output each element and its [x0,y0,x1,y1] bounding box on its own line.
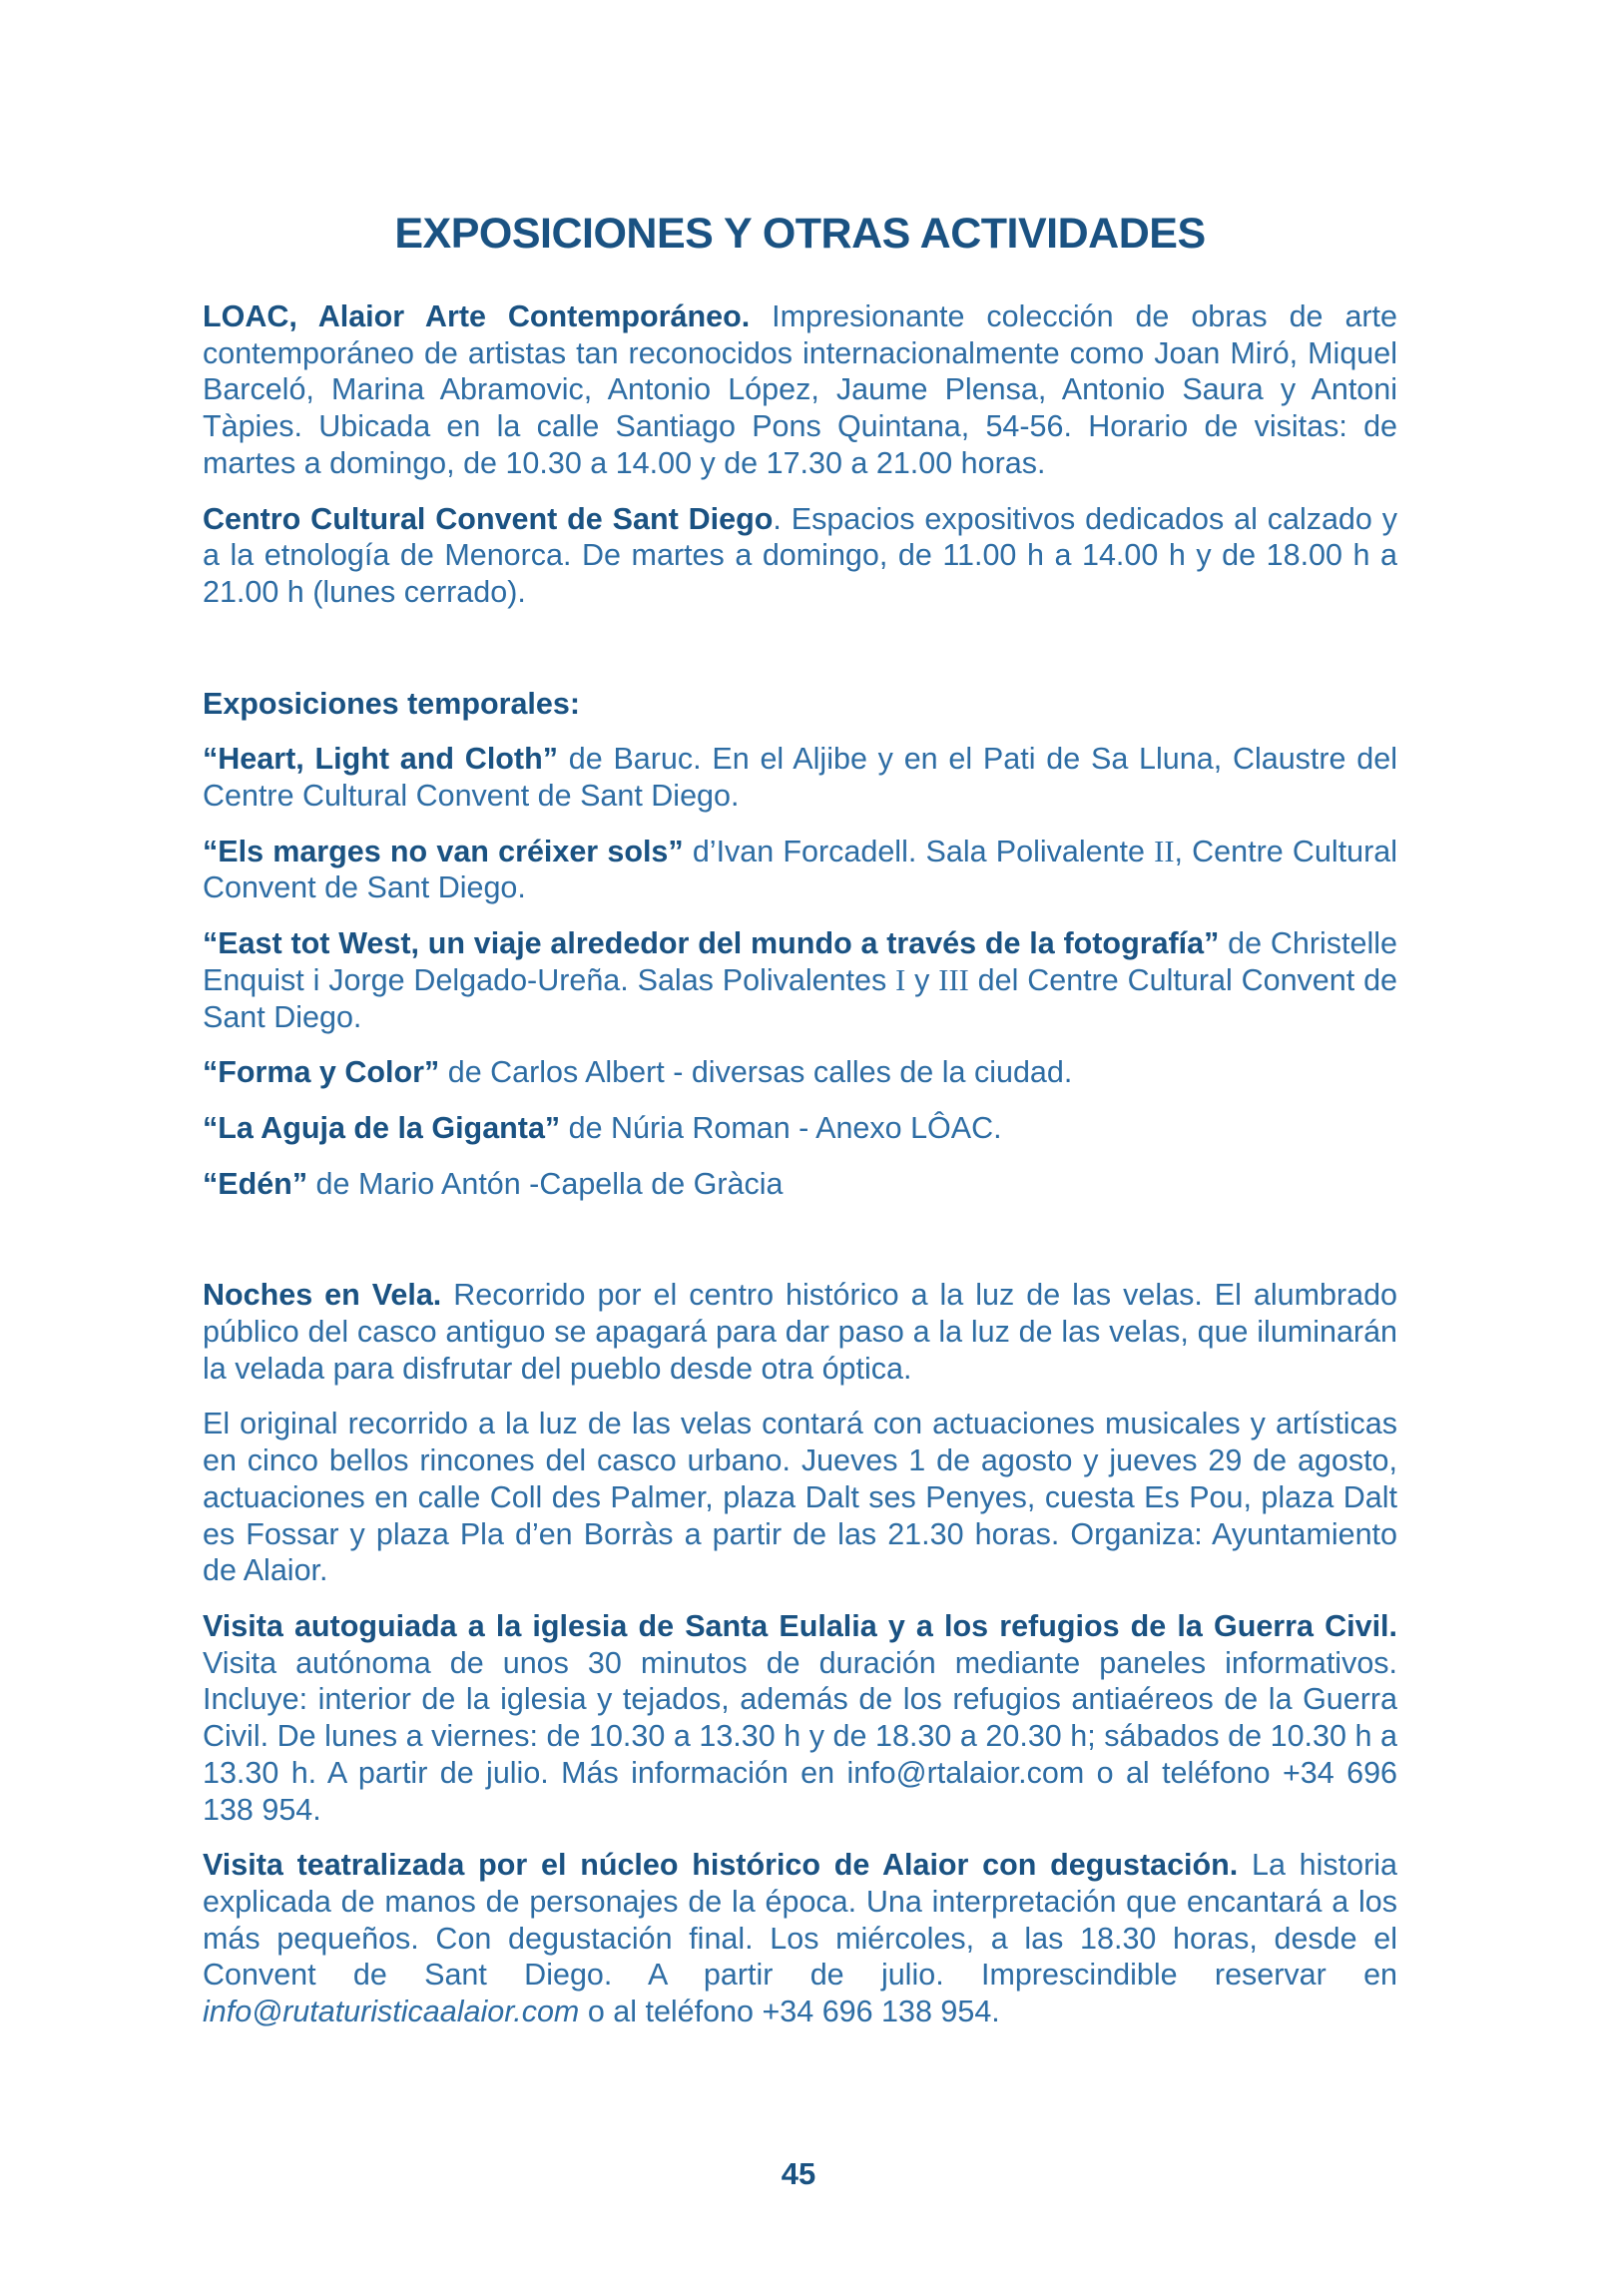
text-run: del Centre Cultural Convent de Sant Diego. [203,962,1397,1034]
text-run-bold: “East tot West, un viaje alrededor del mundo a través de la fotografía” [203,926,1220,961]
text-run: de Christelle Enquist i Jorge Delgado-Ureña. Salas Polivalentes [203,926,1397,997]
text-run-bold: Exposiciones temporales: [203,686,580,721]
text-run: d’Ivan Forcadell. Sala Polivalente [683,834,1155,868]
text-run: III [938,962,969,997]
paragraph [203,1277,1397,1387]
paragraph [203,834,1397,906]
text-run-bold: “Els marges no van créixer sols” [203,834,684,868]
section-spacer [203,630,1397,686]
text-run: Impresionante colección de obras de arte contemporáneo de artistas tan reconocidos internacionalmente como Joan Miró, Miquel Barceló, Marina Abramovic, Antonio López, Jaume Plensa, Antonio Saura y Antoni Tàpies. Ubicada en la calle Santiago Pons Quintana, 54-56. Horario de visitas: de martes a domingo, de 10.30 a 14.00 y de 17.30 a 21.00 horas. [203,299,1397,480]
text-run: Recorrido por el centro histórico a la luz de las velas. El alumbrado público del casco antiguo se apagará para dar paso a la luz de las velas, que iluminarán la velada para disfrutar del pueblo desde otra óptica. [203,1278,1397,1386]
text-run: info@rutaturisticaalaior.com [203,1995,580,2029]
paragraph [203,925,1397,1035]
text-run-bold: “Forma y Color” [203,1055,440,1090]
page-number: 45 [781,2156,816,2191]
text-run: II [1154,834,1175,868]
text-run: Visita autónoma de unos 30 minutos de duración mediante paneles informativos. Incluye: interior de la iglesia y tejados, además de los refugios antiaéreos de la Guerra Civil. De lunes a viernes: de 10.30 a 13.30 h y de 18.30 a 20.30 h; sábados de 10.30 h a 13.30 h. A partir de julio. Más información en info@rtalaior.com o al teléfono +34 696 138 954. [203,1645,1397,1827]
text-run: de Carlos Albert - diversas calles de la ciudad. [439,1055,1073,1090]
paragraph [203,1166,1397,1203]
paragraph [203,1406,1397,1589]
text-run-bold: “Edén” [203,1166,308,1201]
paragraph [203,298,1397,482]
content-blocks [203,298,1397,2030]
text-run: El original recorrido a la luz de las velas contará con actuaciones musicales y artísticas en cinco bellos rincones del casco urbano. Jueves 1 de agosto y jueves 29 de agosto, actuaciones en calle Coll des Palmer, plaza Dalt ses Penyes, cuesta Es Pou, plaza Dalt es Fossar y plaza Pla d’en Borràs a partir de las 21.30 horas. Organiza: Ayuntamiento de Alaior. [203,1407,1397,1588]
content-column [203,210,1397,2049]
text-run-bold: LOAC, Alaior Arte Contemporáneo. [203,299,751,333]
text-run: de Núria Roman - Anexo LÔAC. [560,1110,1002,1145]
text-run-bold: Noches en Vela. [203,1278,442,1313]
text-run: y [905,962,939,997]
paragraph [203,1110,1397,1147]
text-run-bold: Visita teatralizada por el núcleo histórico de Alaior con degustación. [203,1848,1239,1883]
text-run: de Baruc. En el Aljibe y en el Pati de Sa Lluna, Claustre del Centre Cultural Convent de Sant Diego. [203,742,1397,814]
paragraph [203,741,1397,814]
text-run-bold: “Heart, Light and Cloth” [203,742,558,777]
paragraph [203,1847,1397,2030]
text-run: de Mario Antón -Capella de Gràcia [307,1166,784,1201]
text-run: . Espacios expositivos dedicados al calzado y a la etnología de Menorca. De martes a domingo, de 11.00 h a 14.00 h y de 18.00 h a 21.00 h (lunes cerrado). [203,501,1397,609]
text-run-bold: “La Aguja de la Giganta” [203,1110,561,1145]
text-run-bold: Centro Cultural Convent de Sant Diego [203,501,774,536]
section-spacer [203,1221,1397,1277]
text-run: , Centre Cultural Convent de Sant Diego. [203,834,1397,905]
text-run-bold: Visita autoguiada a la iglesia de Santa Eulalia y a los refugios de la Guerra Civil. [203,1608,1397,1643]
paragraph [203,501,1397,611]
text-run: o al teléfono +34 696 138 954. [579,1995,1000,2029]
text-run: I [895,962,906,997]
paragraph [203,1608,1397,1828]
page-title: EXPOSICIONES Y OTRAS ACTIVIDADES [394,210,1206,258]
text-run: La historia explicada de manos de personajes de la época. Una interpretación que encantará a los más pequeños. Con degustación final. Los miércoles, a las 18.30 horas, desde el Convent de Sant Diego. A partir de julio. Imprescindible reservar en [203,1848,1397,1993]
section-heading [203,686,1397,723]
paragraph [203,1054,1397,1091]
